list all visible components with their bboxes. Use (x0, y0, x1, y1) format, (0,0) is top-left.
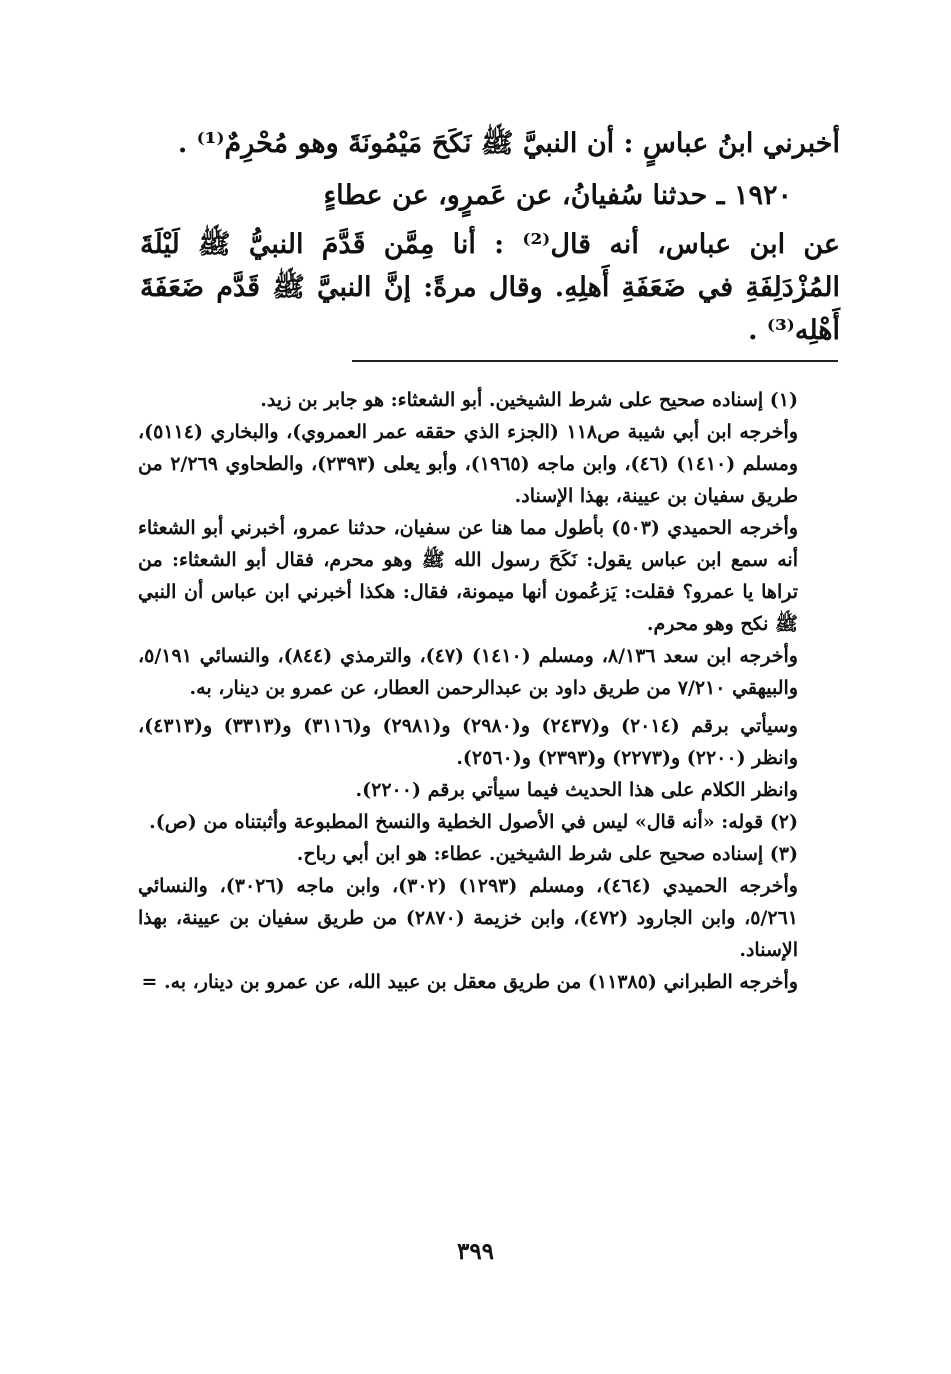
main-text (140, 122, 840, 352)
hadith-body: عن ابن عباس، أنه قال⁽²⁾ : أنا مِمَّن قَدَّمَ النبيُّ ﷺ لَيْلَةَ المُزْدَلِفَةِ في ضَعَفَةِ أَهلِهِ. وقال مرةً: إنَّ النبيَّ ﷺ قَدَّم ضَعَفَةَ أَهْلِه⁽³⁾ . (140, 229, 841, 346)
footnote-paragraph: وأخرجه الحميدي (٤٦٤)، ومسلم (١٢٩٣) (٣٠٢)، وابن ماجه (٣٠٢٦)، والنسائي ٥/٢٦١، وابن الجارود (٤٧٢)، وابن خزيمة (٢٨٧٠) من طريق سفيان بن عيينة، بهذا الإسناد. (138, 875, 798, 961)
footnote-paragraph: (٣) إسناده صحيح على شرط الشيخين. عطاء: هو ابن أبي رباح. (296, 843, 798, 865)
footnotes (138, 384, 842, 998)
footnote-paragraph: (١) إسناده صحيح على شرط الشيخين. أبو الشعثاء: هو جابر بن زيد. (260, 389, 798, 411)
footnote-paragraph: وأخرجه ابن أبي شيبة ص١١٨ (الجزء الذي حققه عمر العمروي)، والبخاري (٥١١٤)، ومسلم (١٤١٠) (٤٦)، وابن ماجه (١٩٦٥)، وأبو يعلى (٢٣٩٣)، والطحاوي ٢/٢٦٩ من طريق سفيان بن عيينة، بهذا الإسناد. (138, 421, 799, 507)
footnote-paragraph: وسيأتي برقم (٢٠١٤) و(٢٤٣٧) و(٢٩٨٠) و(٢٩٨١) و(٣١١٦) و(٣٣١٣) و(٤٣١٣)، وانظر (٢٢٠٠) و(٢٢٧٣) و(٢٣٩٣) و(٢٥٦٠). (138, 715, 798, 769)
hadith-heading: ١٩٢٠ ـ حدثنا سُفيانُ، عن عَمرٍو، عن عطاءٍ (323, 180, 792, 211)
footnote-paragraph: (٢) قوله: «أنه قال» ليس في الأصول الخطية والنسخ المطبوعة وأثبتناه من (ص). (149, 811, 798, 833)
footnote-separator (352, 360, 838, 362)
footnote-paragraph: وأخرجه الطبراني (١١٣٨٥) من طريق معقل بن عبيد الله، عن عمرو بن دينار، به. = (141, 971, 798, 993)
main-text-line: أخبرني ابنُ عباسٍ : أن النبيَّ ﷺ نَكَحَ مَيْمُونَةَ وهو مُحْرِمٌ⁽¹⁾ . (177, 128, 840, 159)
footnote-paragraph: وأخرجه الحميدي (٥٠٣) بأطول مما هنا عن سفيان، حدثنا عمرو، أخبرني أبو الشعثاء أنه سمع ابن عباس يقول: نَكَحَ رسول الله ﷺ وهو محرم، فقال أبو الشعثاء: من تراها يا عمرو؟ فقلت: يَزعُمون أنها ميمونة، فقال: هكذا أخبرني ابن عباس أن النبي ﷺ نكح وهو محرم. (138, 517, 799, 635)
footnote-paragraph: وأخرجه ابن سعد ٨/١٣٦، ومسلم (١٤١٠) (٤٧)، والترمذي (٨٤٤)، والنسائي ٥/١٩١، والبيهقي ٧/٢١٠ من طريق داود بن عبدالرحمن العطار، عن عمرو بن دينار، به. (138, 645, 798, 699)
footnote-paragraph: وانظر الكلام على هذا الحديث فيما سيأتي برقم (٢٢٠٠). (355, 779, 798, 801)
page-number: ٣٩٩ (456, 1238, 495, 1265)
